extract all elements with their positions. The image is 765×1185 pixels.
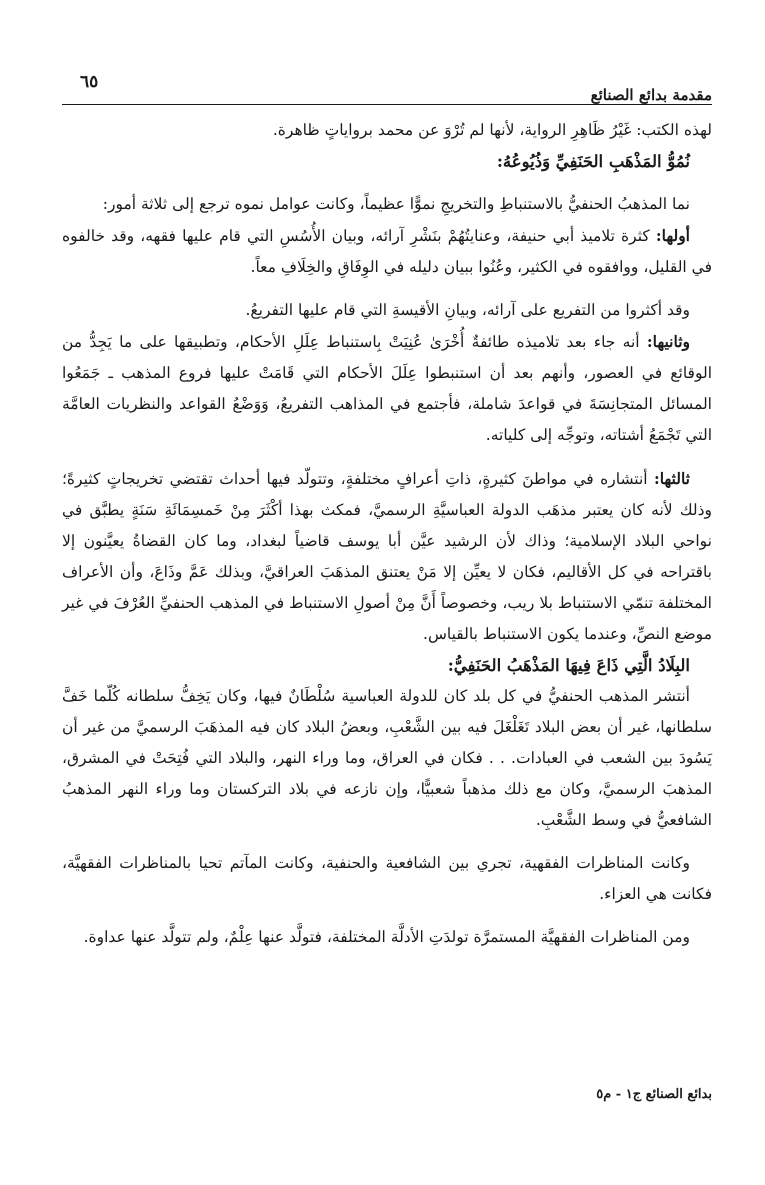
third-factor-lead: ثالثها:: [653, 469, 690, 488]
first-factor-paragraph: [62, 220, 712, 283]
debates-paragraph: وكانت المناظرات الفقهية، تجري بين الشافعية والحنفية، وكانت المآتم تحيا بالمناظرات الفقهيَّة، فكانت هي العزاء.: [62, 854, 712, 903]
intro-paragraph: لهذه الكتب: غَيْرُ ظَاهِرِ الرواية، لأنها لم تُرْوَ عن محمد برواياتٍ ظاهرة.: [272, 121, 712, 139]
footer-signature: بدائع الصنائع ج١ - م٥: [596, 1087, 712, 1102]
section-heading-lands: البِلَادُ الَّتِي ذَاعَ فِيهَا المَذْهَبُ الحَنَفِيُّ:: [447, 656, 690, 675]
section-heading-growth: نُمُوُّ المَذْهَبِ الحَنَفِيِّ وَذُيُوعُهُ:: [496, 152, 690, 171]
second-factor-text: أنه جاء بعد تلاميذه طائفةٌ أُخْرَىٰ عُنِيَتْ بِاستنباط عِلَلِ الأحكام، وتطبيقها على ما يَجِدُّ من الوقائع في العصور، وأنهم بعد أن استنبطوا عِلَلَ الأحكام التي قَامَتْ عليها فروع المذهب ـ جَمَعُوا المسائل المتجانِسَةَ في قواعدَ شاملة، فأجتمع في المذاهب التفريعُ، وَوَضْعُ القواعد والنظريات العامَّة التي تَجْمَعُ أشتاته، وتوجِّه إلى كلياته.: [62, 333, 712, 444]
growth-paragraph: نما المذهبُ الحنفيُّ بالاستنباطِ والتخريجِ نموًّا عظيماً، وكانت عوامل نموه ترجع إلى ثلاثة أمور:: [102, 195, 690, 213]
header-title: مقدمة بدائع الصنائع: [590, 86, 712, 104]
second-factor-paragraph: [62, 326, 712, 451]
first-factor-lead: أولها:: [655, 226, 690, 245]
second-factor-lead: وثانيها:: [646, 332, 690, 351]
running-header: [62, 64, 712, 105]
page-number: ٦٥: [80, 72, 99, 92]
page-content: [62, 115, 712, 953]
book-page: [62, 64, 712, 1124]
first-factor-continuation: وقد أكثروا من التفريع على آرائه، وبيانِ الأقيسةِ التي قام عليها التفريعُ.: [245, 301, 690, 319]
final-paragraph: ومن المناظرات الفقهيَّة المستمرَّة تولدَتِ الأدلَّة المختلفة، فتولَّد عنها عِلْمٌ، ولم تتولَّد عنها عداوة.: [83, 928, 690, 946]
lands-paragraph: أنتشر المذهب الحنفيُّ في كل بلد كان للدولة العباسية سُلْطَانٌ فيها، وكان يَخِفُّ سلطانه كُلّما خَفَّ سلطانها، غير أن بعض البلاد تَغَلْغَلَ فيه بين الشَّعْبِ، وبعضُ البلاد كان فيه المذهَبَ الرسميَّ من غير أن يَسُودَ بين الشعب في العبادات. . . فكان في العراق، وما وراء النهر، والبلاد التي فُتِحَتْ في المشرق، المذهبَ الرسميَّ، وكان مع ذلك مذهباً شعبيًّا، وإن نازعه في بلاد التركستان وما وراء النهر المذهبُ الشافعيُّ في وسط الشَّعْبِ.: [62, 687, 712, 829]
third-factor-text: أنتشاره في مواطنَ كثيرةٍ، ذاتِ أعرافٍ مختلفةٍ، وتتولّد فيها أحداث تقتضي تخريجاتٍ كثيرةً؛ وذلك لأنه كان يعتبر مذهَب الدولة العباسيَّةِ الرسميَّ، فمكث بهذا أكْثَرَ مِنْ خَمسِمَائَةِ سَنَةٍ يطبَّق في نواحي البلاد الإسلامية؛ وذاك لأن الرشيد عيَّن أبا يوسف قاضياً لبغداد، وما كان القضاةُ يعيَّنون إلا باقتراحه في كل الأقاليم، فكان لا يعيِّن إلا مَنْ يعتنق المذهَبَ العراقيَّ، وبذلك عَمَّ وذَاعَ، وأن الأعراف المختلفة تنمّي الاستنباط بلا ريب، وخصوصاً أَنَّ مِنْ أصولِ الاستنباط في المذهب الحنفيِّ العُرْفَ في غير موضع النصِّ، وعندما يكون الاستنباط بالقياس.: [62, 470, 712, 643]
third-factor-paragraph: [62, 463, 712, 650]
first-factor-text: كثرة تلاميذ أبي حنيفة، وعنايتُهُمْ بنَشْرِ آرائه، وبيان الأُسُسِ التي قام عليها فقهه، وقد خالفوه في القليل، ووافقوه في الكثير، وعُنُوا ببيان دليله في الوِفَاقِ والخِلَافِ معاً.: [62, 227, 712, 276]
